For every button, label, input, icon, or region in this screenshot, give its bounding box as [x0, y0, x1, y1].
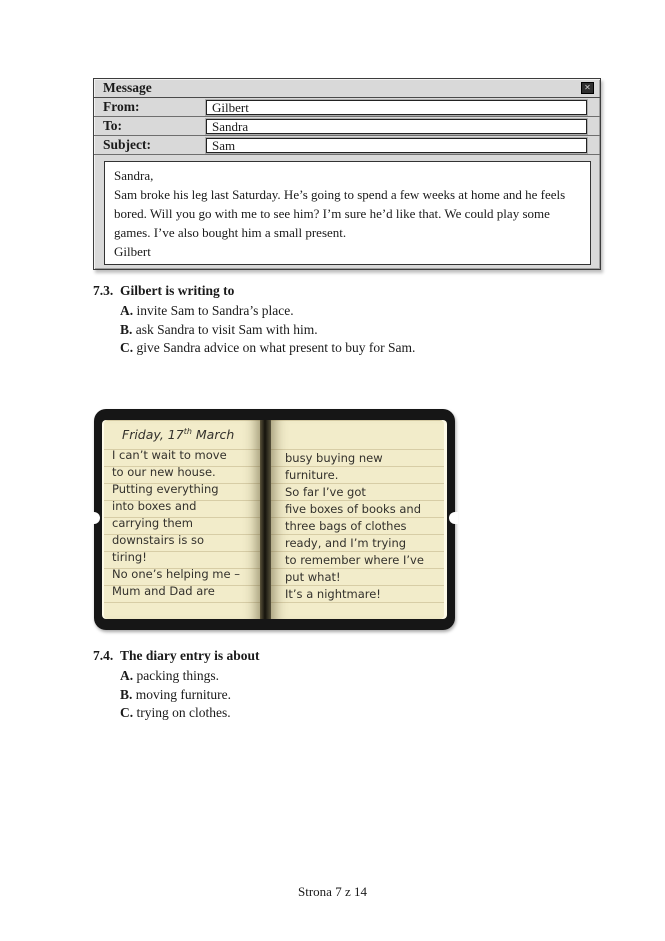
- message-text: Sam broke his leg last Saturday. He’s going to spend a few weeks at home and he feels bored. Will you go with me to see him? I’m sure he’d like that. We could play some games. I’ve also bought him a small present.: [114, 187, 566, 240]
- option-letter: C.: [120, 340, 134, 355]
- field-row-from: [94, 98, 600, 117]
- question-number: 7.4.: [93, 648, 114, 663]
- field-row-to: [94, 117, 600, 136]
- diary-line: five boxes of books and: [285, 502, 421, 516]
- field-row-subject: [94, 136, 600, 155]
- diary-line: tiring!: [112, 550, 147, 564]
- diary-line: busy buying new: [285, 451, 383, 465]
- question-prompt: Gilbert is writing to: [120, 283, 235, 298]
- diary-line: carrying them: [112, 516, 193, 530]
- diary-right-page: [271, 420, 447, 619]
- option-b: [120, 321, 415, 340]
- option-text: ask Sandra to visit Sam with him.: [132, 321, 318, 337]
- message-signature: Gilbert: [114, 244, 151, 259]
- right-clasp-icon: [449, 512, 458, 524]
- diary-line: No one’s helping me –: [112, 567, 240, 581]
- diary-date: Friday, 17th March: [122, 427, 235, 443]
- diary-right-text: [271, 420, 447, 603]
- message-titlebar: [94, 79, 600, 98]
- diary-line: ready, and I’m trying: [285, 536, 407, 550]
- question-7-4-options: [93, 667, 260, 723]
- question-7-3: [93, 282, 415, 358]
- diary-line: to our new house.: [112, 465, 216, 479]
- message-window: [93, 78, 601, 270]
- option-text: give Sandra advice on what present to buy for Sam.: [133, 340, 416, 355]
- question-prompt: The diary entry is about: [120, 648, 260, 663]
- to-label: To:: [103, 118, 123, 133]
- diary-line: put what!: [285, 570, 341, 584]
- from-label: From:: [103, 99, 140, 114]
- diary-line: It’s a nightmare!: [285, 587, 381, 601]
- message-title: Message: [103, 80, 152, 95]
- message-salutation: Sandra,: [114, 168, 154, 183]
- diary-line: furniture.: [285, 468, 339, 482]
- message-body: [104, 161, 591, 265]
- question-7-4-heading: [93, 647, 260, 665]
- option-text: invite Sam to Sandra’s place.: [133, 303, 294, 318]
- diary-line: Putting everything: [112, 482, 219, 496]
- option-b: [120, 686, 260, 705]
- option-a: [120, 667, 260, 686]
- question-7-3-heading: [93, 282, 415, 300]
- option-c: [120, 339, 415, 358]
- option-letter: A.: [120, 303, 134, 318]
- option-a: [120, 302, 415, 321]
- option-text: trying on clothes.: [133, 705, 231, 720]
- diary-left-page: [102, 420, 260, 619]
- diary-left-text: [102, 447, 260, 600]
- question-7-3-options: [93, 302, 415, 358]
- option-letter: A.: [120, 668, 134, 683]
- subject-label: Subject:: [103, 137, 151, 152]
- diary-line: So far I’ve got: [285, 485, 366, 499]
- diary-line: I can’t wait to move: [112, 448, 227, 462]
- question-7-4: [93, 647, 260, 723]
- left-clasp-icon: [91, 512, 100, 524]
- to-field[interactable]: Sandra: [206, 119, 587, 134]
- option-text: packing things.: [133, 668, 219, 683]
- diary-line: Mum and Dad are: [112, 584, 215, 598]
- subject-field[interactable]: Sam: [206, 138, 587, 153]
- option-c: [120, 704, 260, 723]
- option-text: moving furniture.: [132, 686, 231, 702]
- close-icon[interactable]: ✕: [581, 82, 594, 94]
- from-field[interactable]: Gilbert: [206, 100, 587, 115]
- option-letter: B.: [120, 321, 133, 337]
- diary-line: to remember where I’ve: [285, 553, 424, 567]
- notebook-spine: [260, 420, 271, 619]
- diary-line: three bags of clothes: [285, 519, 407, 533]
- diary-line: downstairs is so: [112, 533, 205, 547]
- diary-line: into boxes and: [112, 499, 197, 513]
- diary-notebook: [94, 409, 455, 630]
- page-number-footer: Strona 7 z 14: [298, 884, 367, 899]
- option-letter: C.: [120, 705, 134, 720]
- question-number: 7.3.: [93, 283, 114, 298]
- option-letter: B.: [120, 686, 133, 702]
